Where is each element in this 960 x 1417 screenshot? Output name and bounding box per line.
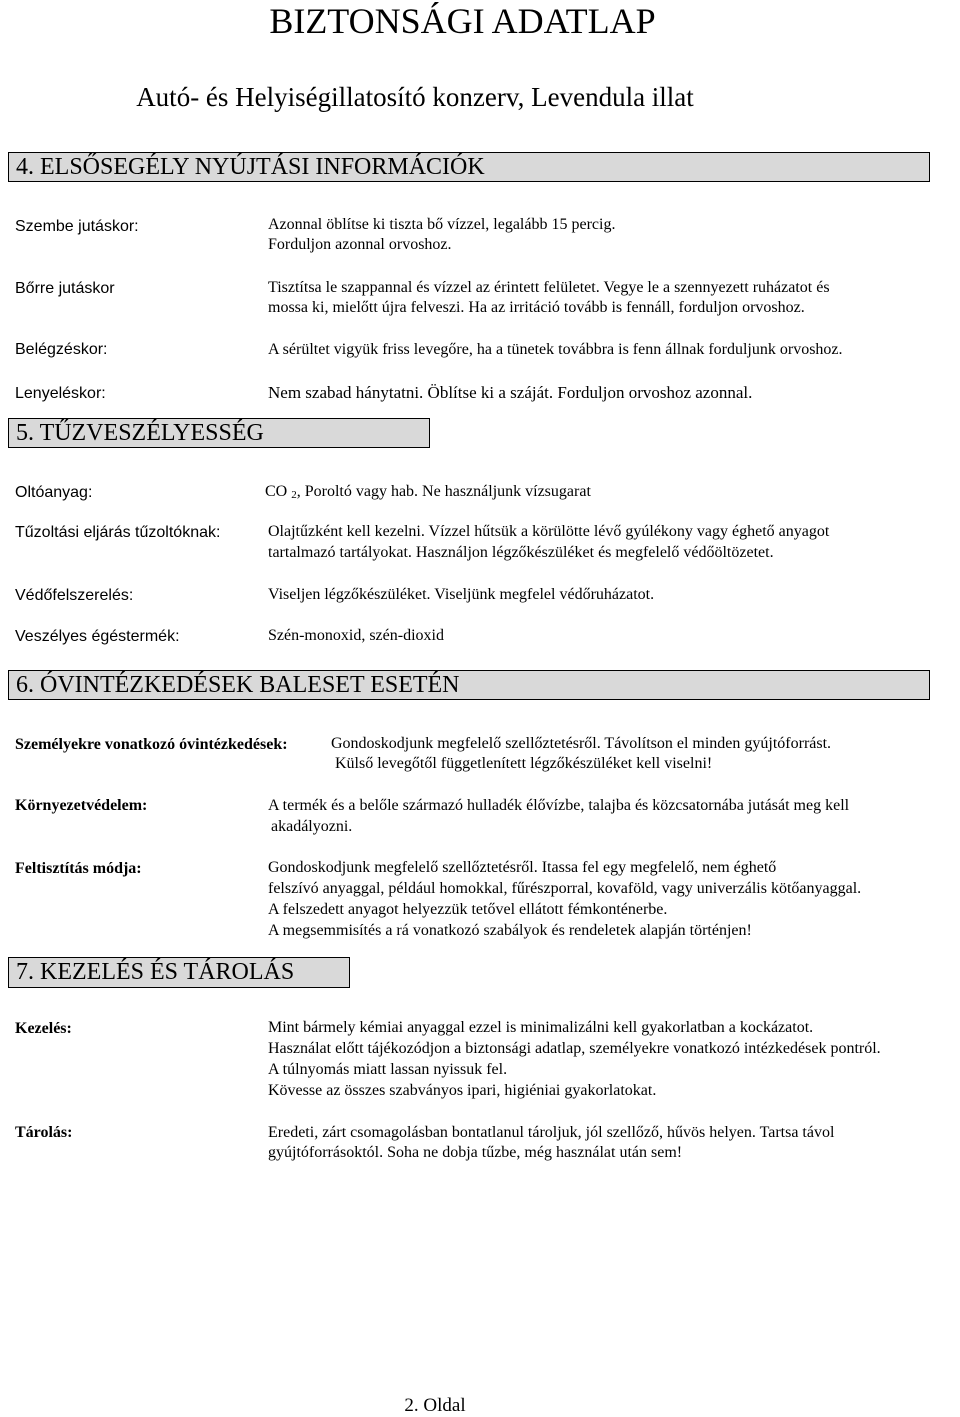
skin-contact-text-1: Tisztítsa le szappannal és vízzel az érintett felületet. Vegye le a szennyezett ruházatot és xyxy=(268,279,830,296)
firefighting-procedure-text-2: tartalmazó tartályokat. Használjon légzőkészüléket és megfelelő védőöltözetet. xyxy=(268,544,774,561)
extinguishing-media-text xyxy=(265,481,591,506)
section-6-heading xyxy=(8,670,930,700)
eye-contact-text-2: Forduljon azonnal orvoshoz. xyxy=(268,236,452,253)
storage-label: Tárolás: xyxy=(15,1124,73,1141)
protective-equipment-text: Viseljen légzőkészüléket. Viseljünk megfelel védőruházatot. xyxy=(268,586,655,603)
skin-contact-text-2: mossa ki, mielőtt újra felveszi. Ha az irritáció tovább is fennáll, forduljon orvoshoz. xyxy=(268,299,805,316)
section-4-heading-text: 4. ELSŐSEGÉLY NYÚJTÁSI INFORMÁCIÓK xyxy=(16,154,485,180)
personal-precautions-text-2: Külső levegőtől függetlenített légzőkészüléket kell viselni! xyxy=(335,755,713,772)
ingestion-label: Lenyeléskor: xyxy=(15,385,106,402)
personal-precautions-text-1: Gondoskodjunk megfelelő szellőztetésről. Távolítson el minden gyújtóforrást. xyxy=(331,735,832,752)
storage-text-2: gyújtóforrásoktól. Soha ne dobja tűzbe, még használat után sem! xyxy=(268,1144,683,1161)
environmental-text-1: A termék és a belőle származó hulladék élővízbe, talajba és közcsatornába jutását meg kell xyxy=(268,797,850,814)
handling-text-4: Kövesse az összes szabványos ipari, higiéniai gyakorlatokat. xyxy=(268,1082,657,1099)
cleanup-label: Feltisztítás módja: xyxy=(15,860,142,877)
product-name: Autó- és Helyiségillatosító konzerv, Levendula illat xyxy=(136,82,694,112)
ingestion-text: Nem szabad hánytatni. Öblítse ki a száját. Forduljon orvoshoz azonnal. xyxy=(268,383,753,402)
eye-contact-label: Szembe jutáskor: xyxy=(15,218,139,235)
environmental-label: Környezetvédelem: xyxy=(15,797,148,814)
handling-text-1: Mint bármely kémiai anyaggal ezzel is minimalizálni kell gyakorlatban a kockázatot. xyxy=(268,1019,814,1036)
section-6-heading-text: 6. ÓVINTÉZKEDÉSEK BALESET ESETÉN xyxy=(16,672,460,698)
eye-contact-text-1: Azonnal öblítse ki tiszta bő vízzel, legalább 15 percig. xyxy=(268,216,616,233)
extinguishing-media-label: Oltóanyag: xyxy=(15,484,93,501)
co-subscript: 2 xyxy=(291,489,297,501)
skin-contact-label: Bőrre jutáskor xyxy=(15,280,115,297)
handling-text-3: A túlnyomás miatt lassan nyissuk fel. xyxy=(268,1061,508,1078)
section-5-heading xyxy=(8,418,430,448)
inhalation-label: Belégzéskor: xyxy=(15,341,108,358)
handling-text-2: Használat előtt tájékozódjon a biztonsági adatlap, személyekre vonatkozó intézkedések pontról. xyxy=(268,1040,881,1057)
cleanup-text-4: A megsemmisítés a rá vonatkozó szabályok és rendeletek alapján történjen! xyxy=(268,922,752,939)
handling-label: Kezelés: xyxy=(15,1020,72,1037)
storage-text-1: Eredeti, zárt csomagolásban bontatlanul tároljuk, jól szellőző, hűvös helyen. Tartsa távol xyxy=(268,1124,835,1141)
cleanup-text-2: felszívó anyaggal, például homokkal, fűrészporral, kovaföld, vagy univerzális kötőanyaggal. xyxy=(268,880,862,897)
combustion-products-text: Szén-monoxid, szén-dioxid xyxy=(268,627,444,644)
page-number: 2. Oldal xyxy=(404,1395,466,1416)
firefighting-procedure-label: Tűzoltási eljárás tűzoltóknak: xyxy=(15,524,221,541)
personal-precautions-label: Személyekre vonatkozó óvintézkedések: xyxy=(15,736,288,753)
section-7-heading xyxy=(8,957,350,988)
section-7-heading-text: 7. KEZELÉS ÉS TÁROLÁS xyxy=(16,959,295,985)
co-text: CO xyxy=(265,483,288,500)
section-4-heading xyxy=(8,152,930,182)
cleanup-text-1: Gondoskodjunk megfelelő szellőztetésről. Itassa fel egy megfelelő, nem éghető xyxy=(268,859,777,876)
extinguishing-media-rest: , Poroltó vagy hab. Ne használjunk vízsugarat xyxy=(296,483,591,500)
firefighting-procedure-text-1: Olajtűzként kell kezelni. Vízzel hűtsük a körülötte lévő gyúlékony vagy éghető anyagot xyxy=(268,523,830,540)
section-5-heading-text: 5. TŰZVESZÉLYESSÉG xyxy=(16,420,264,446)
combustion-products-label: Veszélyes égéstermék: xyxy=(15,628,180,645)
document-title: BIZTONSÁGI ADATLAP xyxy=(269,1,656,41)
environmental-text-2: akadályozni. xyxy=(271,818,353,835)
protective-equipment-label: Védőfelszerelés: xyxy=(15,587,134,604)
inhalation-text: A sérültet vigyük friss levegőre, ha a tünetek továbbra is fenn állnak forduljunk orvoshoz. xyxy=(268,341,843,358)
cleanup-text-3: A felszedett anyagot helyezzük tetővel ellátott fémkonténerbe. xyxy=(268,901,668,918)
